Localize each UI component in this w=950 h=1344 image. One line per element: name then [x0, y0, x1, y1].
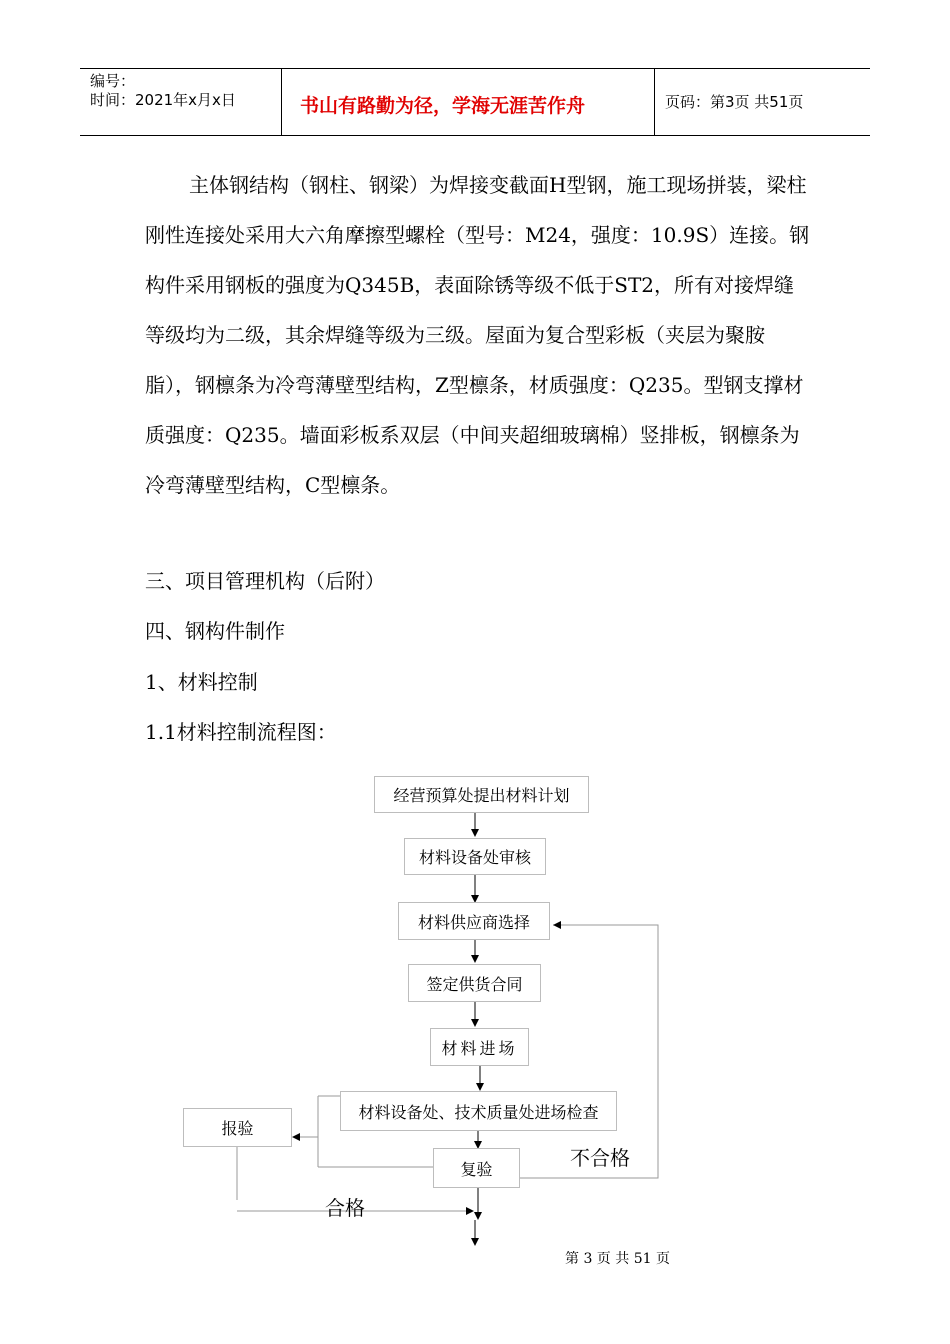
flow-box-supplier-selection: 材料供应商选择 [398, 902, 550, 940]
header-time-label: 时间：2021年x月x日 [90, 91, 236, 109]
flow-box-plan: 经营预算处提出材料计划 [374, 776, 589, 813]
flow-box-recheck: 复验 [433, 1148, 520, 1188]
flow-box-report: 报验 [183, 1108, 292, 1147]
section-heading-management: 三、项目管理机构（后附） [145, 569, 385, 593]
subsection-heading-flowchart: 1.1材料控制流程图： [145, 720, 337, 744]
header-motto: 书山有路勤为径，学海无涯苦作舟 [300, 95, 586, 117]
section-heading-fabrication: 四、钢构件制作 [145, 619, 285, 643]
feedback-loop-line [520, 925, 658, 1178]
body-paragraph-text: 主体钢结构（钢柱、钢梁）为焊接变截面H型钢，施工现场拼装，梁柱刚性连接处采用大六角摩擦型螺栓（型号：M24，强度：10.9S）连接。钢构件采用钢板的强度为Q345B，表面除锈等级不低于ST2，所有对接焊缝等级均为二级，其余焊缝等级为三级。屋面为复合型彩板（夹层为聚胺脂），钢檩条为冷弯薄壁型结构，Z型檩条，材质强度：Q235。型钢支撑材质强度：Q235。墙面彩板系双层（中间夹超细玻璃棉）竖排板，钢檩条为冷弯薄壁型结构，C型檩条。 [145, 173, 810, 497]
flow-label-fail: 不合格 [570, 1146, 630, 1170]
flow-box-inspection: 材料设备处、技术质量处进场检查 [340, 1091, 617, 1131]
footer-page-number: 第 3 页 共 51 页 [565, 1251, 670, 1267]
flow-box-contract: 签定供货合同 [408, 964, 541, 1002]
flow-label-pass: 合格 [325, 1196, 365, 1220]
header-number-label: 编号： [90, 72, 136, 90]
flow-box-material-arrival: 材料进场 [430, 1028, 529, 1066]
subsection-heading-material-control: 1、材料控制 [145, 670, 258, 694]
flow-box-review: 材料设备处审核 [404, 838, 546, 875]
header-page-info: 页码：第3页 共51页 [665, 93, 804, 111]
